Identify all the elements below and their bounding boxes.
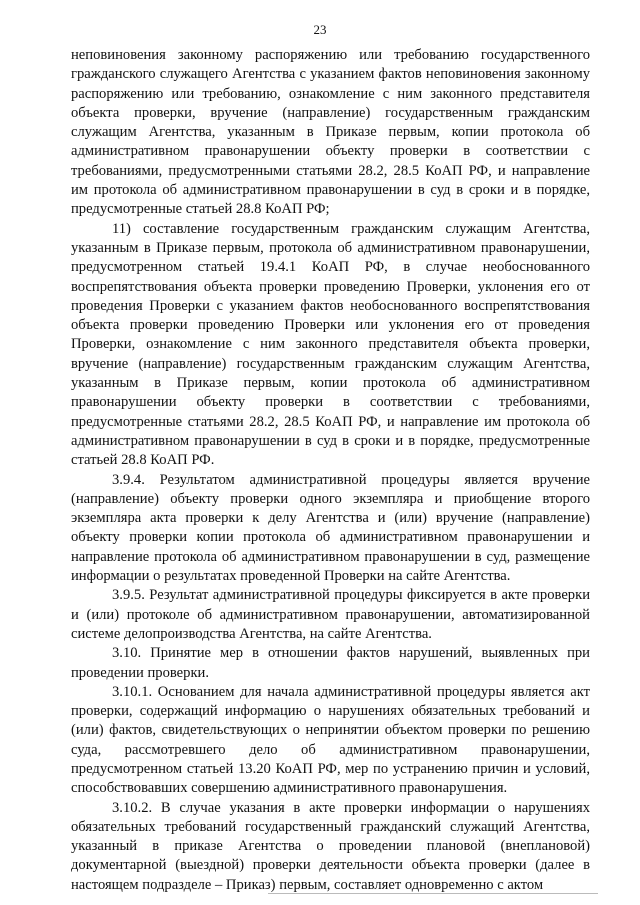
scan-edge-line — [268, 893, 598, 894]
paragraph: 3.10.1. Основанием для начала административной процедуры является акт проверки, содержащий информацию о нарушениях обязательных требований и (или) фактов, свидетельствующих о непринятии объектом проверки по решению суда, рассмотревшего дело об административном правонарушении, предусмотренном статьей 13.20 КоАП РФ, мер по устранению причин и условий, способствовавших совершению административного правонарушения. — [71, 683, 590, 797]
paragraph: 11) составление государственным гражданским служащим Агентства, указанным в Приказе первым, протокола об административном правонарушении, предусмотренном статьей 19.4.1 КоАП РФ, в случае необоснованного воспрепятствования объекта проверки проведению Проверки, уклонения его от проведения Проверки с указанием фактов необоснованного воспрепятствования объекта проверки проведению Проверки или уклонения его от проведения Проверки, ознакомление с ним законного представителя объекта проверки, вручение (направление) государственным гражданским служащим Агентства, указанным в Приказе первым, копии протокола об административном правонарушении объекту проверки в соответствии с требованиями, предусмотренные статьями 28.2, 28.5 КоАП РФ, и направление им протокола об административном правонарушении в суд в сроки и в порядке, предусмотренные статьей 28.8 КоАП РФ. — [71, 220, 590, 469]
paragraph: 3.9.5. Результат административной процедуры фиксируется в акте проверки и (или) протоколе об административном правонарушении, автоматизированной системе делопроизводства Агентства, на сайте Агентства. — [71, 587, 590, 642]
paragraph: 3.10.2. В случае указания в акте проверки информации о нарушениях обязательных требований государственный гражданский служащий Агентства, указанный в приказе Агентства о проведении плановой (внеплановой) документарной (выездной) проверки деятельности объекта проверки (далее в настоящем подразделе – Приказ) первым, составляет одновременно с актом — [71, 799, 590, 893]
paragraph: 3.9.4. Результатом административной процедуры является вручение (направление) объекту проверки одного экземпляра и приобщение второго экземпляра акта проверки к делу Агентства и (или) вручение (направление) объекту проверки копии протокола об административном правонарушении и направление протокола об административном правонарушении в суд, размещение информации о результатах проведенной Проверки на сайте Агентства. — [71, 471, 590, 585]
paragraph: неповиновения законному распоряжению или требованию государственного гражданского служащего Агентства с указанием фактов неповиновения законному распоряжению или требованию, ознакомление с ним законного представителя объекта проверки, вручение (направление) государственным гражданским служащим Агентства, указанным в Приказе первым, копии протокола об административном правонарушении объекту проверки в соответствии с требованиями, предусмотренными статьями 28.2, 28.5 КоАП РФ, и направление им протокола об административном правонарушении в суд в сроки и в порядке, предусмотренные статьей 28.8 КоАП РФ; — [71, 47, 590, 218]
page-number: 23 — [313, 22, 327, 37]
paragraph: 3.10. Принятие мер в отношении фактов нарушений, выявленных при проведении проверки. — [71, 645, 590, 681]
document-body — [71, 46, 590, 895]
